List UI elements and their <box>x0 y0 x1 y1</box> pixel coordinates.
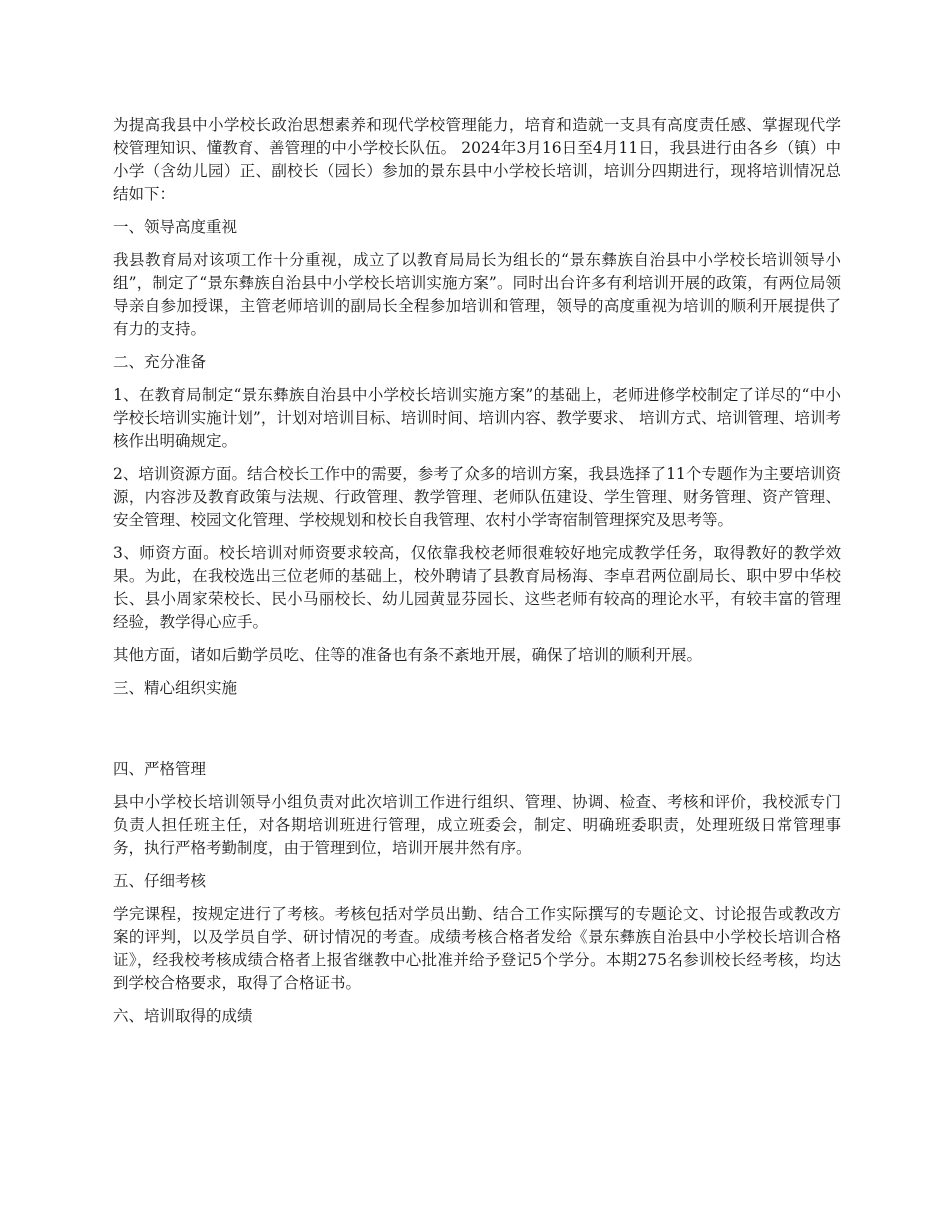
section-heading-implementation: 三、精心组织实施 <box>113 679 238 697</box>
section-heading-results: 六、培训取得的成绩 <box>113 1007 253 1025</box>
leadership-paragraph: 我县教育局对该项工作十分重视，成立了以教育局局长为组长的“景东彝族自治县中小学校长培训领导小组”，制定了“景东彝族自治县中小学校长培训实施方案”。同时出台许多有利培训开展的政策，有两位局领导亲自参加授课，主管老师培训的副局长全程参加培训和管理，领导的高度重视为培训的顺利开展提供了有力的支持。 <box>113 251 841 338</box>
section-heading-preparation: 二、充分准备 <box>113 353 207 371</box>
preparation-item-2: 2、培训资源方面。结合校长工作中的需要，参考了众多的培训方案，我县选择了11个专题作为主要培训资源，内容涉及教育政策与法规、行政管理、教学管理、老师队伍建设、学生管理、财务管理、资产管理、安全管理、校园文化管理、学校规划和校长自我管理、农村小学寄宿制管理探究及思考等。 <box>113 465 841 529</box>
blank-space <box>113 710 841 758</box>
section-heading-leadership: 一、领导高度重视 <box>113 218 238 236</box>
preparation-item-3: 3、师资方面。校长培训对师资要求较高，仅依靠我校老师很难较好地完成教学任务，取得教好的教学效果。为此，在我校选出三位老师的基础上，校外聘请了县教育局杨海、李卓君两位副局长、职中罗中华校长、县小周家荣校长、民小马丽校长、幼儿园黄显芬园长、这些老师有较高的理论水平，有较丰富的管理经验，教学得心应手。 <box>113 544 841 631</box>
intro-paragraph: 为提高我县中小学校长政治思想素养和现代学校管理能力，培育和造就一支具有高度责任感、掌握现代学校管理知识、懂教育、善管理的中小学校长队伍。 2024年3月16日至4月11日，我县进行由各乡（镇）中小学（含幼儿园）正、副校长（园长）参加的景东县中小学校长培训，培训分四期进行，现将培训情况总结如下： <box>113 116 841 203</box>
document-page <box>113 114 841 1038</box>
preparation-item-1: 1、在教育局制定“景东彝族自治县中小学校长培训实施方案”的基础上，老师进修学校制定了详尽的“中小学校长培训实施计划”，计划对培训目标、培训时间、培训内容、教学要求、 培训方式、培训管理、培训考核作出明确规定。 <box>113 386 841 450</box>
preparation-other: 其他方面，诸如后勤学员吃、住等的准备也有条不紊地开展，确保了培训的顺利开展。 <box>113 646 703 664</box>
section-heading-assessment: 五、仔细考核 <box>113 872 207 890</box>
assessment-paragraph: 学完课程，按规定进行了考核。考核包括对学员出勤、结合工作实际撰写的专题论文、讨论报告或教改方案的评判，以及学员自学、研讨情况的考查。成绩考核合格者发给《景东彝族自治县中小学校长培训合格证》，经我校考核成绩合格者上报省继教中心批准并给予登记5个学分。本期275名参训校长经考核，均达到学校合格要求，取得了合格证书。 <box>113 905 841 992</box>
management-paragraph: 县中小学校长培训领导小组负责对此次培训工作进行组织、管理、协调、检查、考核和评价，我校派专门负责人担任班主任，对各期培训班进行管理，成立班委会，制定、明确班委职责，处理班级日常管理事务，执行严格考勤制度，由于管理到位，培训开展井然有序。 <box>113 793 841 857</box>
section-heading-management: 四、严格管理 <box>113 760 207 778</box>
